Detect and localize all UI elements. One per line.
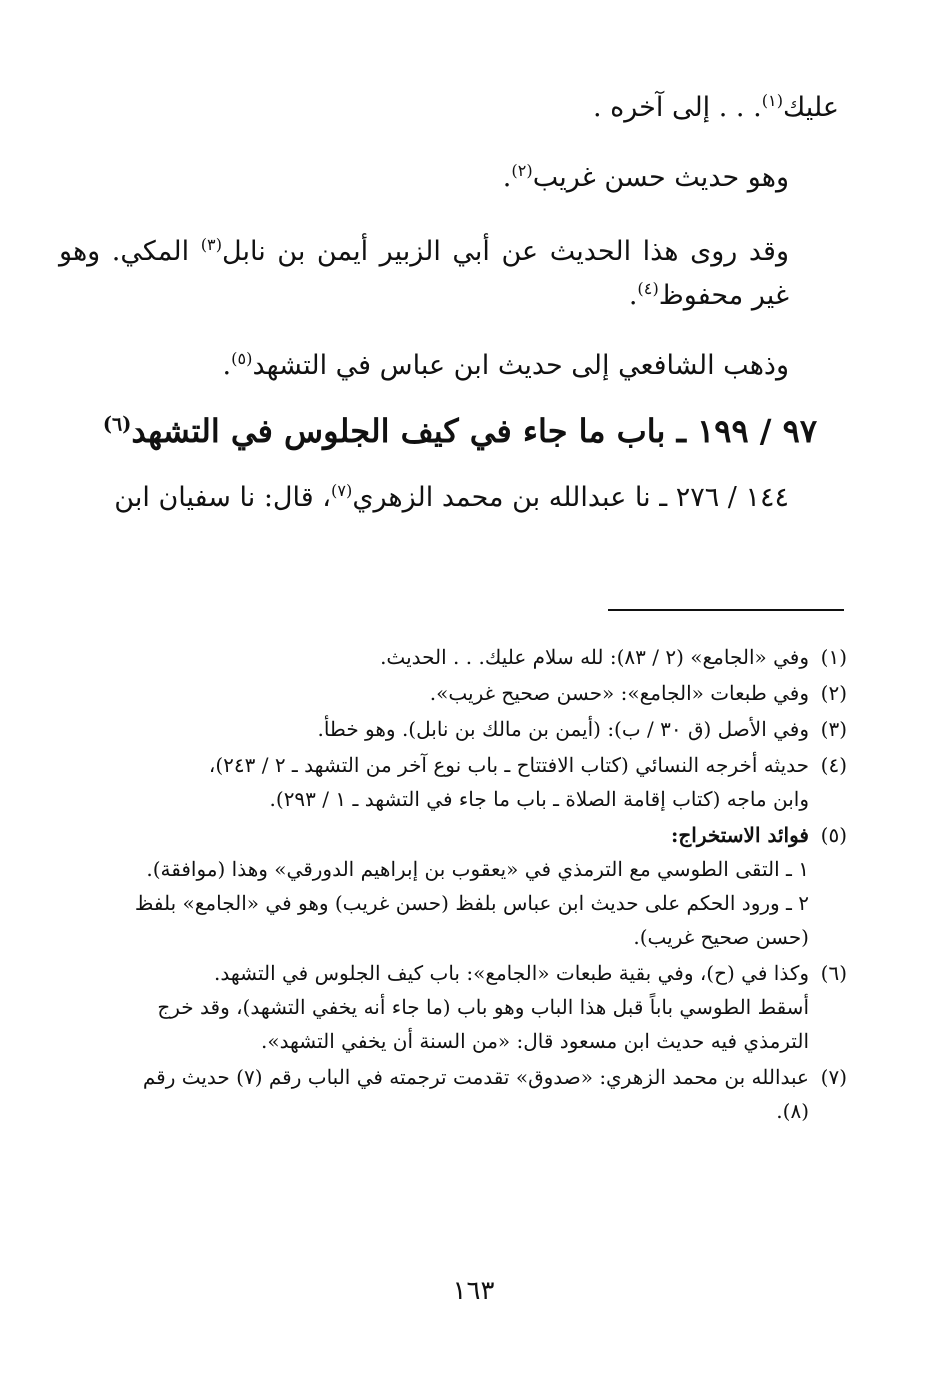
footnote-ref: (١) <box>761 91 784 110</box>
footnote-number: (٦) <box>820 961 847 985</box>
footnote-text: الترمذي فيه حديث ابن مسعود قال: «من السنة أن يخفي التشهد». <box>260 1029 809 1053</box>
footnote-ref: (٣) <box>200 235 223 254</box>
heading-text: ٩٧ / ١٩٩ ـ باب ما جاء في كيف الجلوس في التشهد <box>131 412 817 450</box>
page-number: ١٦٣ <box>452 1276 495 1306</box>
footnote-ref: (٢) <box>511 161 533 180</box>
footnote-text: (حسن صحيح غريب). <box>633 925 809 949</box>
footnote-text: وفي الأصل (ق ٣٠ / ب): (أيمن بن مالك بن نابل). وهو خطأ. <box>317 717 809 741</box>
footnote-text: أسقط الطوسي باباً قبل هذا الباب وهو باب (ما جاء أنه يخفي التشهد)، وقد خرج <box>157 995 809 1019</box>
footnote-number: (٤) <box>820 753 847 777</box>
footnote-text: وفي طبعات «الجامع»: «حسن صحيح غريب». <box>429 681 809 705</box>
footnotes <box>97 640 847 1130</box>
text: المكي. وهو غير محفوظ <box>59 236 789 311</box>
text: عليك <box>783 92 839 123</box>
paragraph-2 <box>59 156 839 200</box>
footnote-text: ١ ـ التقى الطوسي مع الترمذي في «يعقوب بن إبراهيم الدورقي» وهذا (موافقة). <box>146 857 809 881</box>
chapter-heading <box>102 408 817 454</box>
text: . <box>628 280 638 311</box>
footnote-2 <box>97 676 847 710</box>
footnote-3 <box>97 712 847 746</box>
text: ، قال: نا سفيان ابن <box>114 482 331 513</box>
text: . <box>222 350 232 381</box>
text: . <box>502 162 512 193</box>
footnote-text: عبدالله بن محمد الزهري: «صدوق» تقدمت ترجمته في الباب رقم (٧) حديث رقم <box>142 1065 809 1089</box>
text: وقد روى هذا الحديث عن أبي الزبير أيمن بن نابل <box>222 236 789 267</box>
footnote-1 <box>97 640 847 674</box>
paragraph-1 <box>109 86 839 130</box>
text: . . . إلى آخره . <box>592 92 762 123</box>
footnote-text: حديثه أخرجه النسائي (كتاب الافتتاح ـ باب نوع آخر من التشهد ـ ٢ / ٢٤٣)، <box>208 753 809 777</box>
footnote-ref: (٦) <box>102 412 132 436</box>
footnote-number: (٢) <box>820 681 847 705</box>
text: وهو حديث حسن غريب <box>532 162 789 193</box>
text: وذهب الشافعي إلى حديث ابن عباس في التشهد <box>252 350 789 381</box>
footnote-number: (٥) <box>820 823 847 847</box>
footnote-number: (٣) <box>820 717 847 741</box>
footnote-divider <box>608 609 844 611</box>
footnote-number: (٧) <box>820 1065 847 1089</box>
footnote-text: ٢ ـ ورود الحكم على حديث ابن عباس بلفظ (حسن غريب) وهو في «الجامع» بلفظ <box>134 891 809 915</box>
footnote-5 <box>97 818 847 954</box>
footnote-7 <box>97 1060 847 1128</box>
paragraph-4 <box>59 344 839 388</box>
paragraph-3 <box>59 230 839 318</box>
footnote-6 <box>97 956 847 1058</box>
footnote-text: وفي «الجامع» (٢ / ٨٣): لله سلام عليك. . . الحديث. <box>380 645 809 669</box>
hadith-paragraph <box>109 476 839 520</box>
footnote-text: وابن ماجه (كتاب إقامة الصلاة ـ باب ما جاء في التشهد ـ ١ / ٢٩٣). <box>269 787 809 811</box>
footnote-ref: (٥) <box>231 349 253 368</box>
footnote-text: (٨). <box>776 1099 809 1123</box>
footnote-text: فوائد الاستخراج: <box>670 823 809 847</box>
footnote-ref: (٤) <box>637 279 659 298</box>
footnote-number: (١) <box>820 645 847 669</box>
footnote-ref: (٧) <box>330 481 353 500</box>
text: ١٤٤ / ٢٧٦ ـ نا عبدالله بن محمد الزهري <box>352 482 789 513</box>
footnote-text: وكذا في (ح)، وفي بقية طبعات «الجامع»: باب كيف الجلوس في التشهد. <box>214 961 809 985</box>
footnote-4 <box>97 748 847 816</box>
